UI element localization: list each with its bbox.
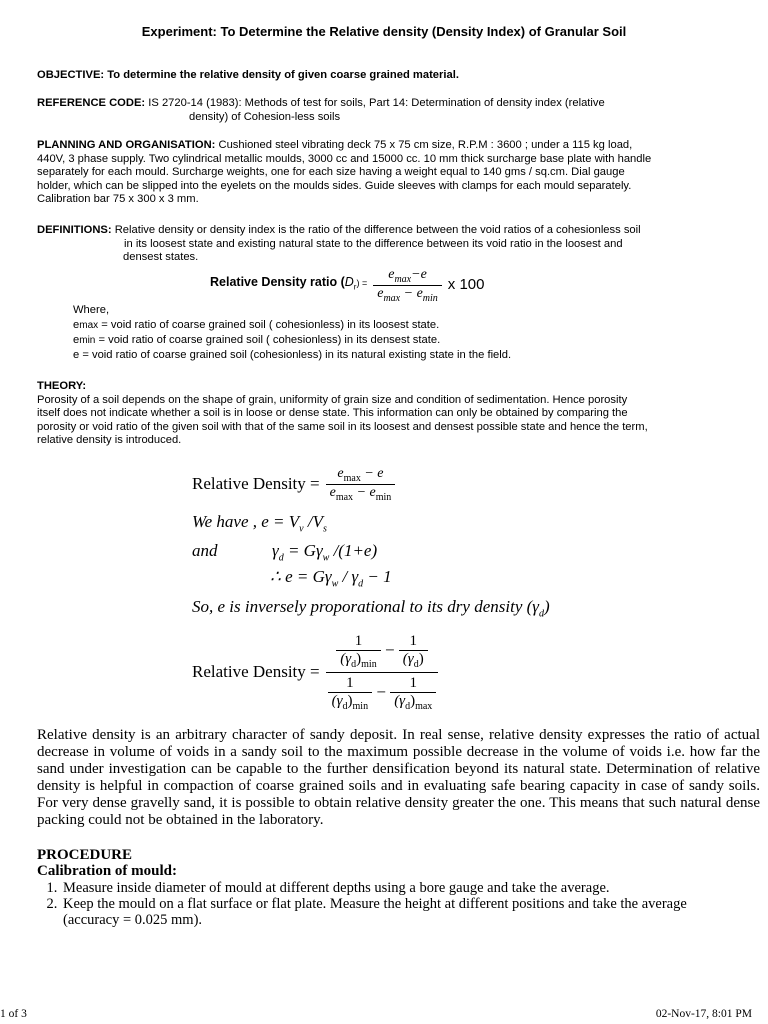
relative-density-formula-1 xyxy=(192,462,395,506)
therefore-equation: ∴ $e = G\gamma_w / \gamma_d - 1$ xyxy=(270,567,392,590)
page-number: 1 of 3 xyxy=(0,1008,27,1020)
reference-text-2: density) of Cohesion-less soils xyxy=(189,110,341,123)
we-have-line: We have , $e = V_v$ $/V_s$ xyxy=(192,512,327,535)
and-label: and xyxy=(192,541,218,560)
definitions-line: Relative density or density index is the ratio of the difference between the void ratios of a cohesionless soil xyxy=(114,224,641,236)
ratio-fraction: $\frac{e_{max}-e}{e_{max} - e_{min}}$ xyxy=(373,267,442,304)
rd-fraction: $\frac{e_{max} - e}{e_{max} - e_{min}}$ xyxy=(326,466,396,503)
planning-line: 440V, 3 phase supply. Two cylindrical metallic moulds, 3000 cc and 15000 cc. 10 mm thick surcharge base plate with handle xyxy=(37,152,652,165)
reference-code xyxy=(37,97,737,124)
ratio-label: Relative Density ratio $(D_r)$ = xyxy=(210,274,368,292)
theory-section xyxy=(37,380,737,448)
objective: OBJECTIVE: To determine the relative density of given coarse grained material. xyxy=(37,69,459,81)
procedure-heading: PROCEDURE xyxy=(37,847,133,863)
definitions-label: DEFINITIONS: xyxy=(37,224,112,236)
theory-line: Porosity of a soil depends on the shape of grain, uniformity of grain size and condition of sedimentation. Hence porosity xyxy=(37,393,628,406)
page-title: Experiment: To Determine the Relative density (Density Index) of Granular Soil xyxy=(141,24,627,39)
relative-density-formula-2 xyxy=(192,626,438,718)
procedure-steps xyxy=(33,880,693,928)
rd2-label: Relative Density = xyxy=(192,662,320,681)
planning-label: PLANNING AND ORGANISATION: xyxy=(37,139,216,151)
procedure-step: 2. Keep the mould on a flat surface or flat plate. Measure the height at different positions and take the average (accuracy = 0.025 mm). xyxy=(61,896,693,928)
times-100: x 100 xyxy=(447,276,485,294)
theory-line: porosity or void ratio of the given soil with that of the same soil in its loosest and densest possible state and hence the term, xyxy=(37,420,648,433)
where-label: Where, xyxy=(73,304,110,316)
definitions-line: in its loosest state and existing natural state to the difference between its void ratio in the loosest and xyxy=(124,237,623,250)
so-line: So, e is inversely proporational to its dry density $(\gamma_d)$ xyxy=(192,597,550,620)
rd2-fraction: $\frac{1}{(\gamma_d)_{min}}$ − $\frac{1}{(\gamma_d)}$ $\frac{1}{(\gamma_d)_{min}}$ − $\frac{1}{(\gamma_d)_{max}}$ xyxy=(326,633,439,712)
rd-label: Relative Density = xyxy=(192,474,320,493)
planning-line: Cushioned steel vibrating deck 75 x 75 cm size, R.P.M : 3600 ; under a 115 kg load, xyxy=(218,139,633,151)
reference-label: REFERENCE CODE: xyxy=(37,97,146,109)
reference-text: IS 2720-14 (1983): Methods of test for soils, Part 14: Determination of density index (relative xyxy=(148,97,605,109)
definitions-section xyxy=(37,224,737,265)
calibration-heading: Calibration of mould: xyxy=(37,863,178,879)
planning-line: Calibration bar 75 x 300 x 3 mm. xyxy=(37,193,199,206)
e-definition: e = void ratio of coarse grained soil (cohesionless) in its natural existing state in the field. xyxy=(73,349,512,361)
emax-definition: emax = void ratio of coarse grained soil ( cohesionless) in its loosest state. xyxy=(73,319,440,331)
planning-section xyxy=(37,139,737,207)
theory-line: itself does not indicate whether a soil is in loose or dense state. This information can only be obtained by comparing the xyxy=(37,407,628,420)
planning-line: holder, which can be slipped into the eyelets on the moulds sides. Guide sleeves with clamps for each mould separately. xyxy=(37,179,632,192)
relative-density-paragraph: Relative density is an arbitrary character of sandy deposit. In real sense, relative density expresses the ratio of actual decrease in volume of voids in a sandy soil to the maximum possible decrease in the volume of voids i.e. how far the sand under investigation can be capable to the further densification beyond its natural state. Determination of relative density is helpful in compaction of coarse grained soils and in evaluating safe bearing capacity in case of sandy soils. For very dense gravelly sand, it is possible to obtain relative density greater the one. This means that such natural dense packing could not be obtained in the laboratory. xyxy=(37,727,760,828)
emin-definition: emin = void ratio of coarse grained soil ( cohesionless) in its densest state. xyxy=(73,334,441,346)
planning-line: separately for each mould. Surcharge weights, one for each size having a weight equal to 140 gms / sq.cm. Dial gauge xyxy=(37,166,625,179)
relative-density-ratio-formula xyxy=(210,262,485,308)
procedure-step: 1. Measure inside diameter of mould at different depths using a bore gauge and take the average. xyxy=(61,880,693,896)
print-datetime: 02-Nov-17, 8:01 PM xyxy=(655,1008,752,1020)
theory-label: THEORY: xyxy=(37,380,87,392)
definitions-line: densest states. xyxy=(123,251,199,264)
theory-line: relative density is introduced. xyxy=(37,434,182,447)
gamma-d-equation: $\gamma_d = G\gamma_w$ /(1+e) xyxy=(272,541,378,564)
